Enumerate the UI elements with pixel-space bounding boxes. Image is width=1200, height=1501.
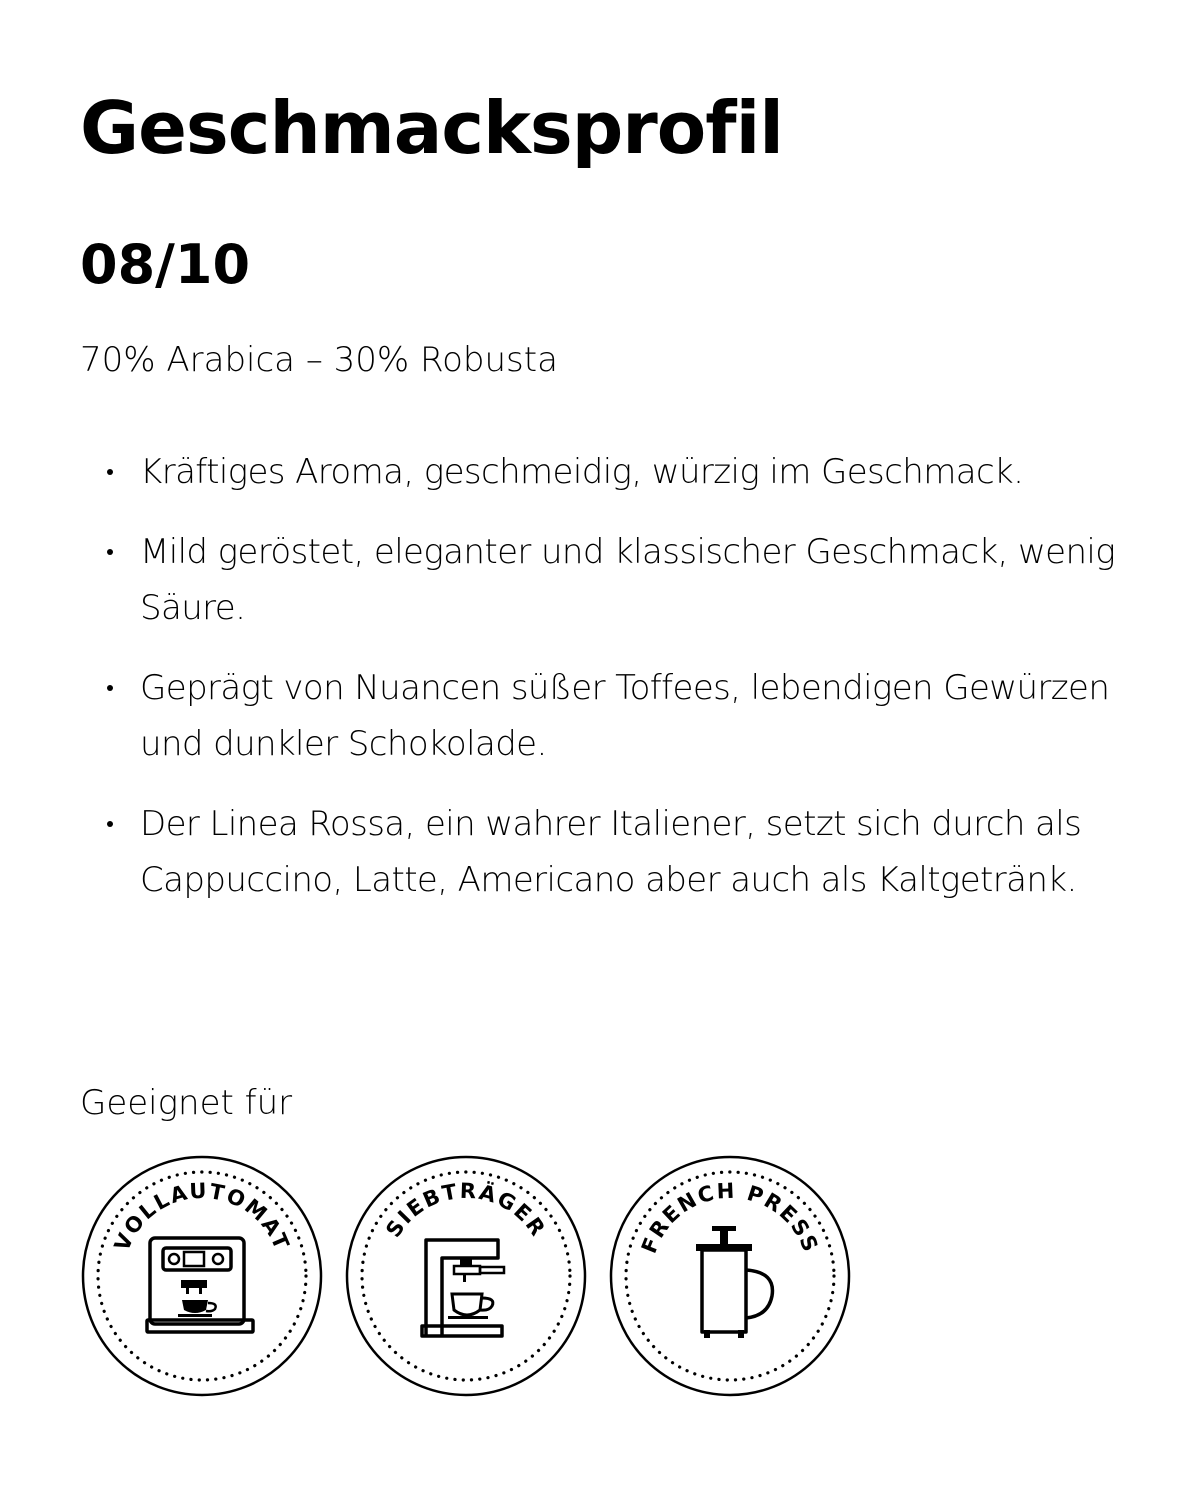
list-item [80, 660, 1140, 772]
bean-blend: 70% Arabica – 30% Robusta [80, 340, 558, 380]
badge-vollautomat [80, 1154, 324, 1398]
french-press-icon [608, 1154, 852, 1398]
badge-siebtraeger [344, 1154, 588, 1398]
bullet-icon [107, 549, 113, 555]
badge-label: FRENCH PRESS [636, 1178, 824, 1257]
feature-text: Der Linea Rossa, ein wahrer Italiener, setzt sich durch als Cappuccino, Latte, Americano aber auch als Kaltgetränk. [140, 804, 1082, 900]
feature-text: Kräftiges Aroma, geschmeidig, würzig im Geschmack. [140, 452, 1024, 492]
page-title: Geschmacksprofil [80, 86, 783, 170]
feature-list [80, 444, 1140, 932]
list-item [80, 796, 1140, 908]
feature-text: Mild geröstet, eleganter und klassischer Geschmack, wenig Säure. [140, 532, 1116, 628]
intensity-score: 08/10 [80, 233, 251, 296]
list-item [80, 444, 1140, 500]
feature-text: Geprägt von Nuancen süßer Toffees, lebendigen Gewürzen und dunkler Schokolade. [140, 668, 1110, 764]
bullet-icon [107, 821, 113, 827]
brewing-method-badges [80, 1154, 860, 1404]
bullet-icon [107, 469, 113, 475]
bullet-icon [107, 685, 113, 691]
portafilter-machine-icon [344, 1154, 588, 1398]
badge-label: SIEBTRÄGER [381, 1178, 551, 1242]
list-item [80, 524, 1140, 636]
badge-french-press [608, 1154, 852, 1398]
suitable-for-label: Geeignet für [80, 1083, 293, 1123]
fully-automatic-machine-icon [80, 1154, 324, 1398]
badge-label: VOLLAUTOMAT [109, 1178, 295, 1255]
